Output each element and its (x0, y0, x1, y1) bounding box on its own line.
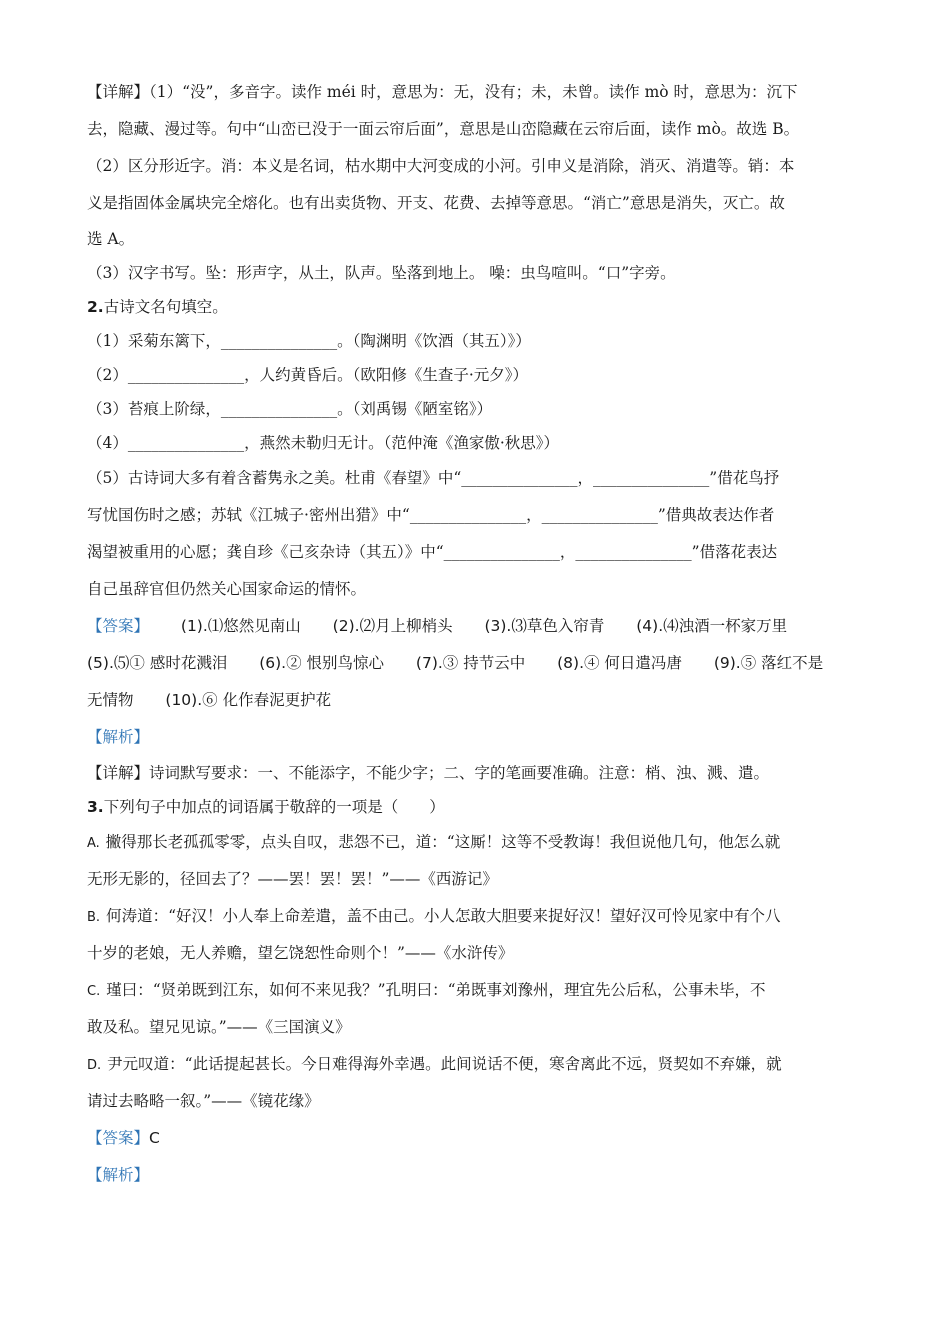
option-letter: C. (87, 984, 101, 999)
option-text: 敢及私。望兄见谅。”——《三国演义》 (87, 1018, 351, 1036)
answer-number: (1). (180, 617, 208, 635)
answer-row (87, 608, 867, 645)
option-text: 瑾曰：“贤弟既到江东，如何不来见我？”孔明曰：“弟既事刘豫州，理宜先公后私，公事未毕，不 (106, 981, 766, 999)
answer-text: ⑶草色入帘青 (511, 617, 605, 635)
option-text: 尹元叹道：“此话提起甚长。今日难得海外幸遇。此间说话不便，寒舍离此不远，贤契如不弃嫌，就 (107, 1055, 782, 1073)
answer-value: C (149, 1129, 160, 1147)
option-c (87, 972, 867, 1046)
answer-number: (10). (165, 691, 203, 709)
fill-item-5-line: （5）古诗词大多有着含蓄隽永之美。杜甫《春望》中“_______________，_______________”借花鸟抒 (87, 469, 780, 487)
text-line: （3）汉字书写。坠：形声字，从土，队声。坠落到地上。 噪：虫鸟喧叫。“口”字旁。 (87, 264, 676, 282)
question-heading (87, 790, 867, 824)
option-b (87, 898, 867, 972)
answer-label: 【答案】 (87, 617, 150, 635)
fill-item-5-line: 写忧国伤时之感；苏轼《江城子·密州出猎》中“_______________，_______________”借典故表达作者 (87, 506, 775, 524)
fill-item: （3）苔痕上阶绿，_______________。（刘禹锡《陋室铭》） (87, 400, 493, 418)
question-title: 古诗文名句填空。 (103, 298, 228, 316)
option-text: 请过去略略一叙。”——《镜花缘》 (87, 1092, 320, 1110)
option-text: 十岁的老娘，无人养赡，望乞饶恕性命则个！”——《水浒传》 (87, 944, 514, 962)
option-d (87, 1046, 867, 1120)
fill-item: （2）_______________，人约黄昏后。（欧阳修《生查子·元夕》） (87, 366, 529, 384)
option-letter: D. (87, 1058, 102, 1073)
answer-text: ⑸① 感时花溅泪 (113, 654, 228, 672)
analysis-label: 【解析】 (87, 1166, 150, 1184)
question-heading (87, 290, 867, 324)
option-letter: A. (87, 836, 100, 851)
text-line: 选 A。 (87, 230, 135, 248)
answer-number: (3). (484, 617, 512, 635)
answer-text: ⑤ 落红不是 (740, 654, 824, 672)
answer-text: ③ 持节云中 (442, 654, 526, 672)
question-number: 2. (87, 298, 104, 316)
document-page (87, 74, 867, 1194)
text-line: 【详解】（1）“没”，多音字。读作 méi 时，意思为：无，没有；未，未曾。读作 mò 时，意思为：沉下 (87, 83, 798, 101)
fill-item: （4）_______________，燕然未勒归无计。（范仲淹《渔家傲·秋思》） (87, 434, 560, 452)
fill-item-5-line: 渴望被重用的心愿；龚自珍《己亥杂诗（其五）》中“_______________，_______________”借落花表达 (87, 543, 778, 561)
option-text: 撇得那长老孤孤零零，点头自叹，悲怨不已，道：“这厮！这等不受教诲！我但说他几句，他怎么就 (105, 833, 781, 851)
option-a (87, 824, 867, 898)
answer-number: (4). (636, 617, 664, 635)
q1-detail (87, 74, 867, 290)
answer-number: (5). (87, 654, 114, 672)
text-line: 义是指固体金属块完全熔化。也有出卖货物、开支、花费、去掉等意思。“消亡”意思是消失，灭亡。故 (87, 194, 785, 212)
answer-text: ⑥ 化作春泥更护花 (202, 691, 332, 709)
question-3 (87, 790, 867, 1194)
fill-item-5-line: 自己虽辞官但仍然关心国家命运的情怀。 (87, 580, 367, 598)
answer-text: ④ 何日遣冯唐 (584, 654, 682, 672)
answer-number: (9). (713, 654, 741, 672)
answer-label: 【答案】 (87, 1129, 150, 1147)
question-title: 下列句子中加点的词语属于敬辞的一项是（ ） (103, 798, 445, 816)
question-2 (87, 290, 867, 790)
answer-number: (7). (415, 654, 443, 672)
option-letter: B. (87, 910, 101, 925)
answer-text: ② 恨别鸟惊心 (286, 654, 385, 672)
text-line: 去，隐藏、漫过等。句中“山峦已没于一面云帘后面”，意思是山峦隐藏在云帘后面，读作 mò。故选 B。 (87, 120, 800, 138)
answer-row (87, 1120, 867, 1157)
answer-row (87, 645, 867, 682)
answer-text: 无情物 (87, 691, 134, 709)
fill-item: （1）采菊东篱下，_______________。（陶渊明《饮酒（其五）》） (87, 332, 531, 350)
question-number: 3. (87, 798, 104, 816)
answer-number: (2). (332, 617, 360, 635)
text-line: （2）区分形近字。消：本义是名词，枯水期中大河变成的小河。引申义是消除，消灭、消遣等。销：本 (87, 157, 795, 175)
option-text: 何涛道：“好汉！小人奉上命差遣，盖不由己。小人怎敢大胆要来捉好汉！望好汉可怜见家中有个八 (106, 907, 781, 925)
detail-text: 【详解】诗词默写要求：一、不能添字，不能少字；二、字的笔画要准确。注意：梢、浊、溅、遣。 (87, 764, 770, 782)
option-text: 无形无影的，径回去了？——罢！罢！罢！”——《西游记》 (87, 870, 498, 888)
answer-text: ⑵月上柳梢头 (359, 617, 453, 635)
answer-number: (8). (557, 654, 584, 672)
answer-text: ⑴悠然见南山 (207, 617, 301, 635)
analysis-label: 【解析】 (87, 728, 150, 746)
answer-text: ⑷浊酒一杯家万里 (663, 617, 788, 635)
answer-number: (6). (259, 654, 287, 672)
answer-row (87, 682, 867, 719)
